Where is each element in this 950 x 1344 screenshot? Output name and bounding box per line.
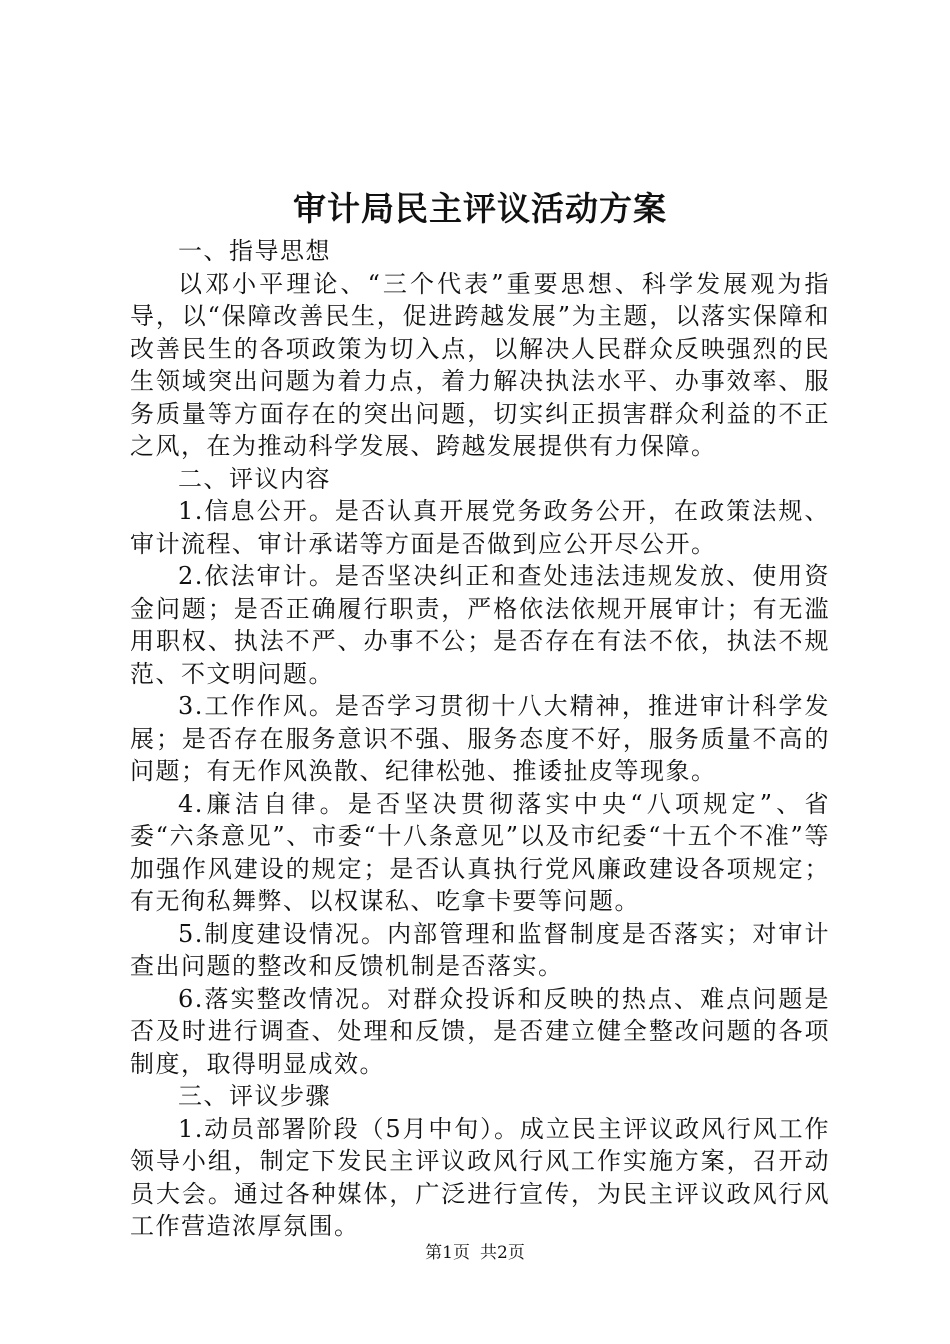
paragraph-lawful-audit: 2.依法审计。是否坚决纠正和查处违法违规发放、使用资金问题；是否正确履行职责，严格依法依规开展审计；有无滥用职权、执法不严、办事不公；是否存在有法不依，执法不规范、不文明问题。	[130, 562, 830, 688]
paragraph-integrity: 4.廉洁自律。是否坚决贯彻落实中央“八项规定”、省委“六条意见”、市委“十八条意见”以及市纪委“十五个不准”等加强作风建设的规定；是否认真执行党风廉政建设各项规定；有无徇私舞弊、以权谋私、吃拿卡要等问题。	[130, 789, 830, 915]
page-total: 共2页	[480, 1243, 525, 1263]
paragraph-system-building: 5.制度建设情况。内部管理和监督制度是否落实；对审计查出问题的整改和反馈机制是否落实。	[130, 919, 830, 980]
paragraph-mobilization-stage: 1.动员部署阶段（5月中旬）。成立民主评议政风行风工作领导小组，制定下发民主评议政风行风工作实施方案，召开动员大会。通过各种媒体，广泛进行宣传，为民主评议政风行风工作营造浓厚氛围。	[130, 1114, 830, 1240]
section-heading-guiding-ideology: 一、指导思想	[178, 237, 331, 265]
document-title: 审计局民主评议活动方案	[293, 189, 667, 228]
section-heading-evaluation-steps: 三、评议步骤	[178, 1082, 331, 1110]
paragraph-rectification: 6.落实整改情况。对群众投诉和反映的热点、难点问题是否及时进行调查、处理和反馈，是否建立健全整改问题的各项制度，取得明显成效。	[130, 984, 830, 1078]
paragraph-work-style: 3.工作作风。是否学习贯彻十八大精神，推进审计科学发展；是否存在服务意识不强、服务态度不好，服务质量不高的问题；有无作风涣散、纪律松弛、推诿扯皮等现象。	[130, 692, 830, 785]
paragraph-guiding-ideology: 以邓小平理论、“三个代表”重要思想、科学发展观为指导，以“保障改善民生，促进跨越发展”为主题，以落实保障和改善民生的各项政策为切入点，以解决人民群众反映强烈的民生领域突出问题为着力点，着力解决执法水平、办事效率、服务质量等方面存在的突出问题，切实纠正损害群众利益的不正之风，在为推动科学发展、跨越发展提供有力保障。	[130, 269, 830, 460]
section-heading-evaluation-content: 二、评议内容	[178, 464, 331, 493]
page-number: 第1页	[425, 1243, 470, 1263]
document-body	[130, 235, 830, 1243]
paragraph-information-disclosure: 1.信息公开。是否认真开展党务政务公开，在政策法规、审计流程、审计承诺等方面是否做到应公开尽公开。	[130, 497, 830, 558]
document-page	[130, 183, 830, 1243]
page-footer	[0, 1241, 950, 1265]
